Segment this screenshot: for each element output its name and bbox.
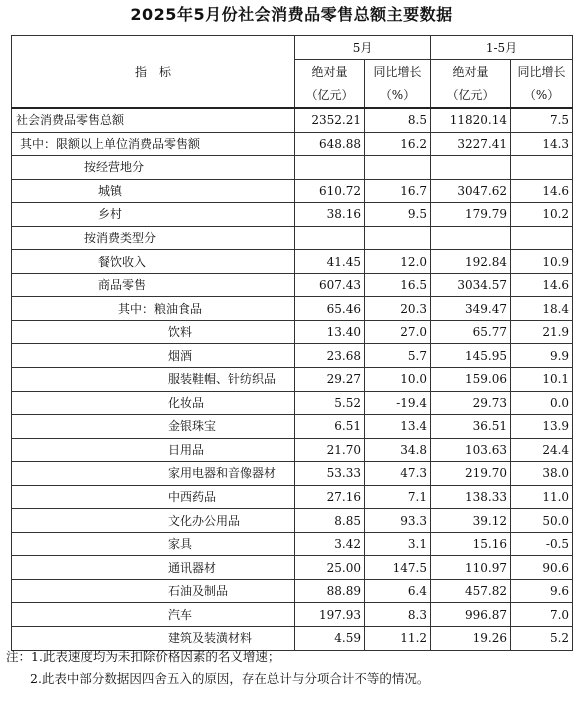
may-yoy-growth: 16.7	[365, 179, 431, 203]
ytd-yoy-growth: 14.3	[511, 132, 573, 156]
ytd-yoy-growth: 90.6	[511, 556, 573, 580]
may-absolute-value	[295, 226, 365, 250]
may-yoy-growth: 47.3	[365, 462, 431, 486]
may-absolute-value: 607.43	[295, 273, 365, 297]
may-absolute-value: 13.40	[295, 320, 365, 344]
row-label: 文化办公用品	[12, 509, 295, 533]
footnote-2: 2.此表中部分数据因四舍五入的原因，存在总计与分项合计不等的情况。	[30, 671, 430, 686]
ytd-absolute-value: 179.79	[431, 203, 511, 227]
may-yoy-growth: 16.5	[365, 273, 431, 297]
ytd-absolute-value: 996.87	[431, 603, 511, 627]
ytd-absolute-value: 15.16	[431, 532, 511, 556]
may-yoy-header: 同比增长	[365, 60, 431, 84]
ytd-absolute-value: 138.33	[431, 485, 511, 509]
ytd-yoy-growth: 5.2	[511, 627, 573, 651]
may-absolute-value: 65.46	[295, 297, 365, 321]
row-label: 餐饮收入	[12, 250, 295, 274]
may-absolute-value: 29.27	[295, 368, 365, 392]
table-row	[12, 273, 573, 297]
footnote-1: 注：1.此表速度均为未扣除价格因素的名义增速；	[6, 649, 281, 664]
retail-sales-table	[11, 35, 573, 651]
table-row	[12, 391, 573, 415]
ytd-yoy-growth: 18.4	[511, 297, 573, 321]
may-yoy-growth: 12.0	[365, 250, 431, 274]
ytd-yoy-growth: 21.9	[511, 320, 573, 344]
row-label: 通讯器材	[12, 556, 295, 580]
may-yoy-growth: 5.7	[365, 344, 431, 368]
table-row	[12, 297, 573, 321]
table-row	[12, 156, 573, 180]
may-absolute-value: 648.88	[295, 132, 365, 156]
table-row	[12, 556, 573, 580]
table-row	[12, 368, 573, 392]
table-row	[12, 485, 573, 509]
ytd-absolute-value: 457.82	[431, 579, 511, 603]
ytd-yoy-growth: -0.5	[511, 532, 573, 556]
row-label: 家具	[12, 532, 295, 556]
ytd-absolute-value: 19.26	[431, 627, 511, 651]
ytd-yoy-growth	[511, 156, 573, 180]
may-yoy-growth: 147.5	[365, 556, 431, 580]
table-row	[12, 415, 573, 439]
may-header: 5月	[295, 36, 431, 60]
may-absolute-value: 5.52	[295, 391, 365, 415]
row-label: 石油及制品	[12, 579, 295, 603]
may-yoy-growth: 3.1	[365, 532, 431, 556]
may-absolute-value: 38.16	[295, 203, 365, 227]
may-absolute-value: 21.70	[295, 438, 365, 462]
ytd-absolute-value: 192.84	[431, 250, 511, 274]
ytd-absolute-value: 349.47	[431, 297, 511, 321]
table-body	[12, 108, 573, 650]
may-yoy-growth: 93.3	[365, 509, 431, 533]
may-yoy-growth: 11.2	[365, 627, 431, 651]
ytd-header: 1-5月	[431, 36, 573, 60]
ytd-yoy-header: 同比增长	[511, 60, 573, 84]
ytd-absolute-value: 103.63	[431, 438, 511, 462]
row-label: 烟酒	[12, 344, 295, 368]
may-yoy-growth: 27.0	[365, 320, 431, 344]
ytd-absolute-value: 3227.41	[431, 132, 511, 156]
table-row	[12, 320, 573, 344]
ytd-absolute-value: 65.77	[431, 320, 511, 344]
ytd-yoy-growth: 10.9	[511, 250, 573, 274]
row-label: 化妆品	[12, 391, 295, 415]
ytd-yoy-growth	[511, 226, 573, 250]
row-label: 饮料	[12, 320, 295, 344]
may-absolute-value: 8.85	[295, 509, 365, 533]
may-absolute-value: 25.00	[295, 556, 365, 580]
footnotes	[6, 646, 578, 690]
may-yoy-growth: 10.0	[365, 368, 431, 392]
may-absolute-value: 27.16	[295, 485, 365, 509]
ytd-yoy-growth: 13.9	[511, 415, 573, 439]
row-label: 按经营地分	[12, 156, 295, 180]
ytd-pct-unit: （%）	[511, 83, 573, 108]
may-yoy-growth: -19.4	[365, 391, 431, 415]
may-yoy-growth: 20.3	[365, 297, 431, 321]
table-row	[12, 203, 573, 227]
ytd-yoy-growth: 14.6	[511, 179, 573, 203]
table-row	[12, 226, 573, 250]
may-yoy-growth	[365, 226, 431, 250]
ytd-yoy-growth: 9.6	[511, 579, 573, 603]
may-yoy-growth: 8.3	[365, 603, 431, 627]
table-row	[12, 132, 573, 156]
table-row	[12, 438, 573, 462]
table-header	[12, 36, 573, 109]
may-absolute-value: 23.68	[295, 344, 365, 368]
row-label: 商品零售	[12, 273, 295, 297]
ytd-absolute-value: 159.06	[431, 368, 511, 392]
row-label: 其中：粮油食品	[12, 297, 295, 321]
ytd-absolute-value: 36.51	[431, 415, 511, 439]
table-row	[12, 509, 573, 533]
document-title: 2025年5月份社会消费品零售总额主要数据	[130, 5, 453, 24]
may-yoy-growth: 9.5	[365, 203, 431, 227]
may-absolute-value	[295, 156, 365, 180]
may-yoy-growth	[365, 156, 431, 180]
ytd-absolute-value	[431, 156, 511, 180]
table-row	[12, 179, 573, 203]
table-row	[12, 108, 573, 132]
may-absolute-value: 53.33	[295, 462, 365, 486]
may-absolute-value: 4.59	[295, 627, 365, 651]
ytd-yoy-growth: 7.0	[511, 603, 573, 627]
ytd-yoy-growth: 38.0	[511, 462, 573, 486]
row-label: 建筑及装潢材料	[12, 627, 295, 651]
table-row	[12, 579, 573, 603]
ytd-absolute-value: 11820.14	[431, 108, 511, 132]
may-pct-unit: （%）	[365, 83, 431, 108]
ytd-absolute-value: 145.95	[431, 344, 511, 368]
ytd-yoy-growth: 10.2	[511, 203, 573, 227]
ytd-yoy-growth: 9.9	[511, 344, 573, 368]
row-label: 家用电器和音像器材	[12, 462, 295, 486]
ytd-absolute-value: 219.70	[431, 462, 511, 486]
table-row	[12, 462, 573, 486]
ytd-yoy-growth: 0.0	[511, 391, 573, 415]
may-yoy-growth: 34.8	[365, 438, 431, 462]
may-absolute-value: 41.45	[295, 250, 365, 274]
row-label: 中西药品	[12, 485, 295, 509]
row-label: 日用品	[12, 438, 295, 462]
row-label: 乡村	[12, 203, 295, 227]
may-absolute-header: 绝对量	[295, 60, 365, 84]
table-row	[12, 344, 573, 368]
ytd-absolute-value: 29.73	[431, 391, 511, 415]
may-absolute-value: 197.93	[295, 603, 365, 627]
ytd-absolute-header: 绝对量	[431, 60, 511, 84]
row-label: 城镇	[12, 179, 295, 203]
ytd-amount-unit: （亿元）	[431, 83, 511, 108]
may-absolute-value: 3.42	[295, 532, 365, 556]
ytd-absolute-value	[431, 226, 511, 250]
may-absolute-value: 2352.21	[295, 108, 365, 132]
may-yoy-growth: 13.4	[365, 415, 431, 439]
row-label: 汽车	[12, 603, 295, 627]
row-label: 金银珠宝	[12, 415, 295, 439]
may-yoy-growth: 8.5	[365, 108, 431, 132]
ytd-yoy-growth: 11.0	[511, 485, 573, 509]
row-label: 其中：限额以上单位消费品零售额	[12, 132, 295, 156]
ytd-absolute-value: 3034.57	[431, 273, 511, 297]
may-yoy-growth: 7.1	[365, 485, 431, 509]
ytd-yoy-growth: 10.1	[511, 368, 573, 392]
ytd-absolute-value: 110.97	[431, 556, 511, 580]
table-row	[12, 603, 573, 627]
indicator-header: 指 标	[12, 36, 295, 109]
may-absolute-value: 610.72	[295, 179, 365, 203]
row-label: 服装鞋帽、针纺织品	[12, 368, 295, 392]
table-row	[12, 532, 573, 556]
may-absolute-value: 88.89	[295, 579, 365, 603]
row-label: 按消费类型分	[12, 226, 295, 250]
ytd-absolute-value: 39.12	[431, 509, 511, 533]
table-row	[12, 250, 573, 274]
may-absolute-value: 6.51	[295, 415, 365, 439]
may-yoy-growth: 6.4	[365, 579, 431, 603]
ytd-yoy-growth: 24.4	[511, 438, 573, 462]
ytd-yoy-growth: 14.6	[511, 273, 573, 297]
may-yoy-growth: 16.2	[365, 132, 431, 156]
may-amount-unit: （亿元）	[295, 83, 365, 108]
row-label: 社会消费品零售总额	[12, 108, 295, 132]
ytd-yoy-growth: 7.5	[511, 108, 573, 132]
ytd-absolute-value: 3047.62	[431, 179, 511, 203]
ytd-yoy-growth: 50.0	[511, 509, 573, 533]
